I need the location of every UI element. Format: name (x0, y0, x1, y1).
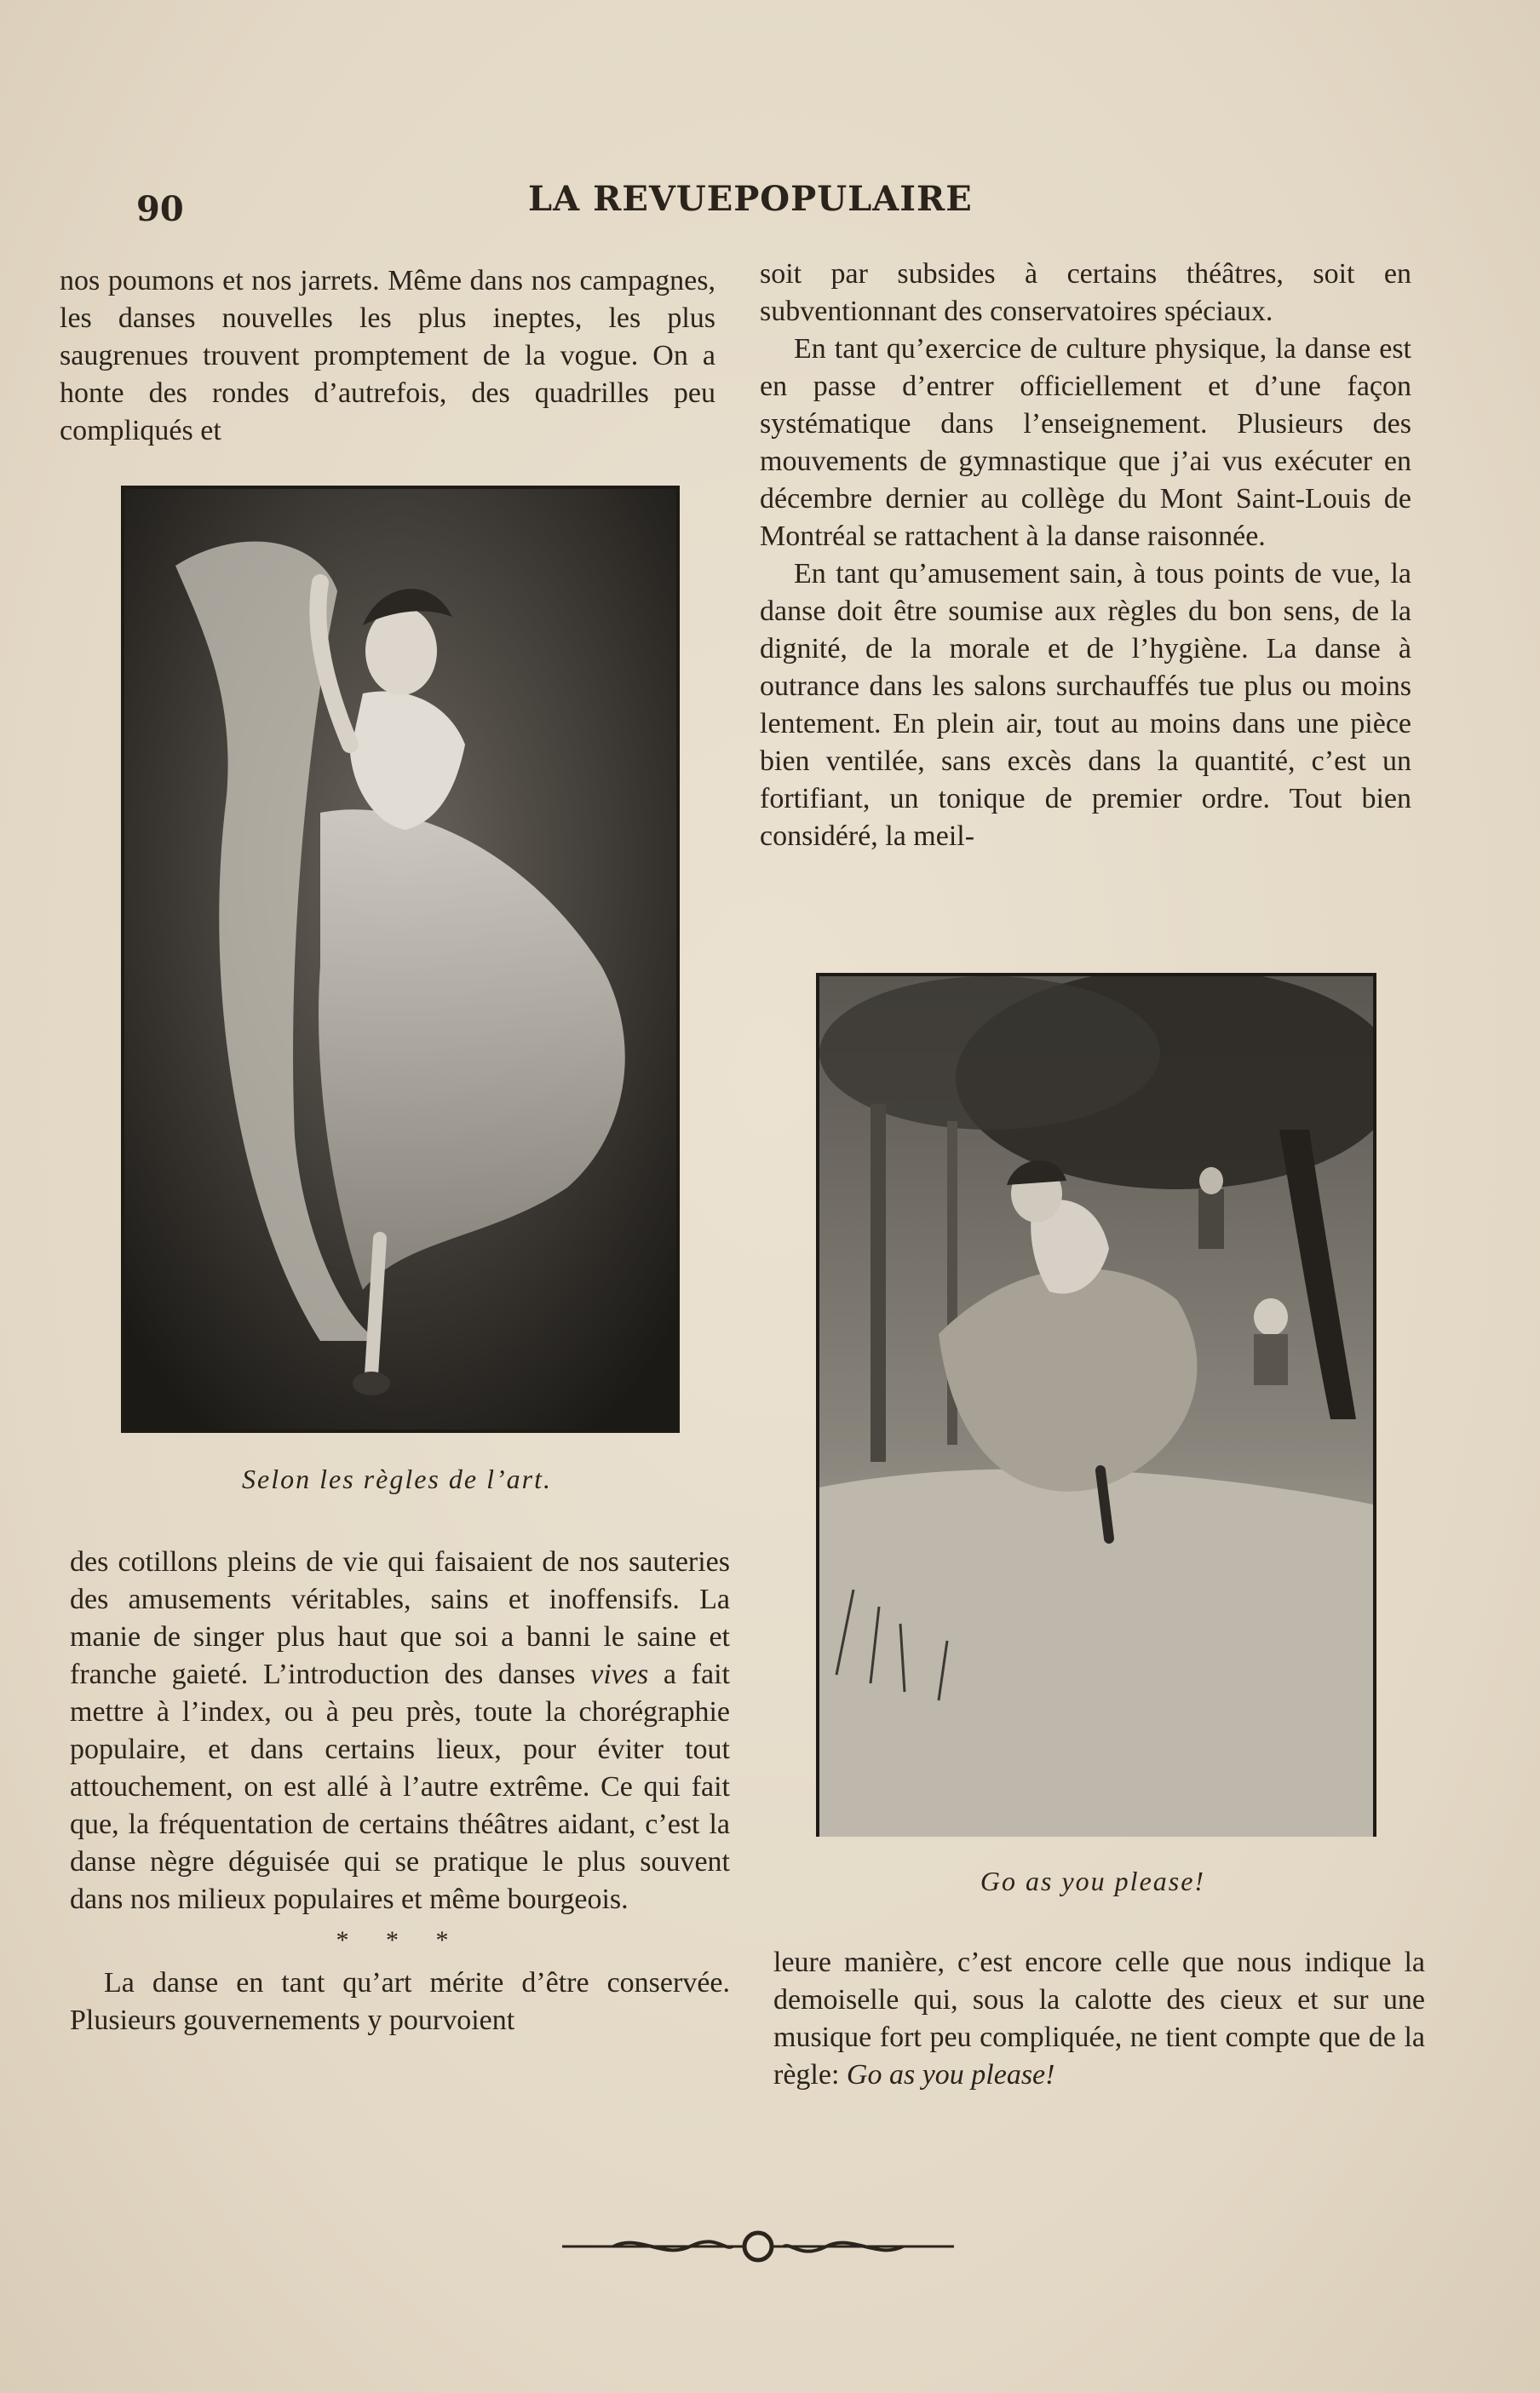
section-break: * * * (336, 1926, 464, 1954)
italic-word: vives (590, 1659, 649, 1690)
text-run: leure manière, c’est encore celle que nous indique la demoiselle qui, sous la calotte des cieux et sur une musique fort peu compliquée, ne tient compte que de la règle: (773, 1947, 1425, 2091)
figure-caption-right: Go as you please! (980, 1866, 1206, 1896)
paragraph: En tant qu’amusement sain, à tous points de vue, la danse doit être soumise aux règles du bon sens, de la dignité, de la morale et de l’hygiène. La danse à outrance dans les salons surchauffés tue plus ou moins lentement. En plein air, tout au moins dans une pièce bien ventilée, sans excès dans la quantité, c’est un fortifiant, un tonique de premier ordre. Tout bien considéré, la meil- (760, 558, 1411, 852)
left-column-top (60, 262, 715, 450)
page-number: 90 (136, 189, 184, 229)
text-run: a fait mettre à l’index, ou à peu près, toute la chorégraphie populaire, et dans certains lieux, pour éviter tout attouchement, on est allé à l’autre extrême. Ce qui fait que, la fréquentation de certains théâtres aidant, c’est la danse nègre déguisée qui se pratique le plus souvent dans nos milieux populaires et même bourgeois. (70, 1659, 730, 1915)
figure-caption-left: Selon les règles de l’art. (242, 1464, 552, 1494)
end-ornament (562, 2225, 954, 2268)
right-column-bottom (773, 1944, 1425, 2094)
text-run: des cotillons pleins de vie qui faisaient de nos sauteries des amusements véritables, sains et inoffensifs. La manie de singer plus haut que soi a banni le saine et franche gaieté. L’introduction des danses (70, 1546, 730, 1690)
left-column-bottom (70, 1544, 730, 2039)
figure-dancer (121, 486, 680, 1433)
paragraph: En tant qu’exercice de culture physique, la danse est en passe d’entrer officiellement et d’une façon systématique dans l’enseignement. Plusieurs des mouvements de gymnastique que j’ai vus exécuter en décembre dernier au collège du Mont Saint-Louis de Montréal se rattachent à la danse raisonnée. (760, 333, 1411, 552)
dancer-illustration (124, 489, 676, 1429)
outdoor-dancer-illustration (819, 976, 1373, 1837)
paragraph: La danse en tant qu’art mérite d’être conservée. Plusieurs gouvernements y pourvoient (70, 1967, 730, 2036)
paragraph: soit par subsides à certains théâtres, soit en subventionnant des conservatoires spéciaux. (760, 258, 1411, 327)
paragraph (773, 1944, 1425, 2094)
right-column-top (760, 256, 1411, 855)
paragraph (70, 1544, 730, 1918)
running-title: LA REVUEPOPULAIRE (528, 179, 973, 219)
italic-phrase: Go as you please! (846, 2059, 1055, 2091)
paragraph: nos poumons et nos jarrets. Même dans nos campagnes, les danses nouvelles les plus ineptes, les plus saugrenues trouvent promptement de la vogue. On a honte des rondes d’autrefois, des quadrilles peu compliqués et (60, 265, 715, 446)
figure-outdoor-dancer (816, 973, 1376, 1837)
